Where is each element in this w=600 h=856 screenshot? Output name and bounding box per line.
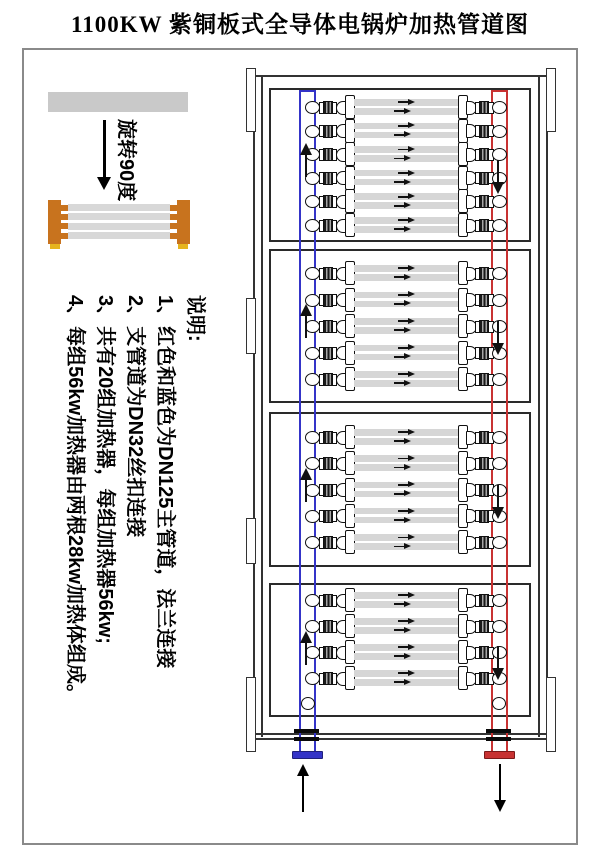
header-plate-left [345,213,355,237]
tube-flow-arrow-head-icon [408,644,415,650]
tube-flow-arrow-head-icon [408,217,415,223]
union-nut-right [492,195,507,208]
union-nut-left [305,267,320,280]
union-nut-left [305,536,320,549]
side-bracket-left-upper [246,298,256,354]
union-nut-right [492,101,507,114]
note-item-2: 2、支管道为DN32丝扣连接 [124,295,146,538]
note-item-1: 1、红色和蓝色为DN125主管道，法兰连接 [154,295,176,669]
union-nut-right [492,484,507,497]
pipe-clamp-band [486,729,511,733]
union-nut-right [492,320,507,333]
leg-bottom-right [546,677,556,752]
tube-flow-arrow-head-icon [408,455,415,461]
tube-flow-arrow-head-icon [404,679,411,685]
blue-pipe-flow-arrow-shaft [305,478,307,502]
blue-pipe-flow-arrow-head-icon [300,304,312,316]
union-nut-right [492,536,507,549]
red-pipe-flow-arrow-shaft [497,485,499,509]
red-pipe-flow-arrow-head-icon [492,343,504,355]
header-plate-left [345,189,355,213]
red-pipe-flow-arrow-shaft [497,321,499,345]
tube-flow-arrow-head-icon [408,344,415,350]
tube-flow-arrow-head-icon [404,327,411,333]
notes-heading: 说明: [184,295,206,342]
corner-post-top-left [246,68,256,132]
note-item-4: 4、每组56kw加热器由两根28kw加热体组成。 [64,295,86,704]
union-nut-left [305,125,320,138]
red-pipe-flow-arrow-head-icon [492,182,504,194]
union-nut-right [492,219,507,232]
red-pipe-flow-arrow-shaft [497,160,499,184]
union-nut-left [305,101,320,114]
header-plate-left [345,288,355,312]
drain-port-blue [301,697,315,710]
tube-flow-arrow-head-icon [404,601,411,607]
drawing-title: 1100KW 紫铜板式全导体电锅炉加热管道图 [71,12,529,37]
header-plate-left [345,166,355,190]
tube-flow-arrow-head-icon [408,146,415,152]
union-nut-right [492,594,507,607]
header-plate-left [345,588,355,612]
tube-flow-arrow-head-icon [404,155,411,161]
header-plate-left [345,451,355,475]
tube-flow-arrow-head-icon [408,481,415,487]
header-plate-left [345,478,355,502]
header-plate-left [345,640,355,664]
header-plate-left [345,314,355,338]
tube-flow-arrow-head-icon [404,653,411,659]
union-nut-right [492,620,507,633]
tube-flow-arrow-head-icon [404,226,411,232]
blue-pipe-flow-arrow-head-icon [300,468,312,480]
tube-flow-arrow-head-icon [404,353,411,359]
tube-flow-arrow-head-icon [404,464,411,470]
union-nut-left [305,594,320,607]
tube-flow-arrow-head-icon [404,543,411,549]
leg-bottom-left [246,677,256,752]
tube-flow-arrow-head-icon [408,508,415,514]
union-nut-right [492,148,507,161]
note-item-3: 3、共有20组加热器，每组加热器56kw; [94,295,116,644]
union-nut-left [305,219,320,232]
red-pipe-flow-arrow-shaft [497,646,499,670]
union-nut-right [492,431,507,444]
blue-pipe-flow-arrow-shaft [305,153,307,177]
cabinet-left-wall [253,75,263,737]
header-plate-left [345,614,355,638]
union-nut-right [492,125,507,138]
tube-flow-arrow-head-icon [408,122,415,128]
header-plate-left [345,530,355,554]
tube-flow-arrow-head-icon [404,438,411,444]
tube-flow-arrow-head-icon [404,274,411,280]
union-nut-left [305,672,320,685]
tube-flow-arrow-head-icon [404,517,411,523]
blue-pipe-flow-arrow-head-icon [300,143,312,155]
side-bracket-left-lower [246,518,256,564]
blue-pipe-flow-arrow-shaft [305,314,307,338]
union-nut-right [492,294,507,307]
tube-flow-arrow-head-icon [408,371,415,377]
pipe-clamp-band [294,737,319,741]
header-plate-left [345,142,355,166]
tube-flow-arrow-head-icon [408,429,415,435]
header-plate-left [345,95,355,119]
union-nut-left [305,373,320,386]
drain-port-red [492,697,506,710]
union-nut-left [305,431,320,444]
inlet-flange-blue [292,751,323,759]
tube-flow-arrow-head-icon [408,193,415,199]
cabinet-top-line [253,75,547,77]
tube-flow-arrow-head-icon [404,131,411,137]
union-nut-left [305,347,320,360]
union-nut-left [305,510,320,523]
rotation-label: 旋转90度 [115,119,137,202]
tube-flow-arrow-head-icon [408,534,415,540]
outlet-flange-red [484,751,515,759]
tube-flow-arrow-head-icon [404,108,411,114]
header-plate-left [345,504,355,528]
tube-flow-arrow-head-icon [404,490,411,496]
union-nut-right [492,646,507,659]
union-nut-right [492,267,507,280]
header-plate-left [345,119,355,143]
tube-flow-arrow-head-icon [408,291,415,297]
blue-pipe-flow-arrow-head-icon [300,631,312,643]
inlet-flow-arrow-shaft [302,774,304,812]
red-pipe-flow-arrow-head-icon [492,668,504,680]
union-nut-right [492,373,507,386]
header-plate-left [345,261,355,285]
header-plate-left [345,341,355,365]
tube-flow-arrow-head-icon [404,179,411,185]
header-plate-left [345,425,355,449]
tube-flow-arrow-head-icon [404,202,411,208]
inlet-flow-arrow-head-icon [297,764,309,776]
union-nut-right [492,457,507,470]
pipe-clamp-band [486,737,511,741]
red-pipe-flow-arrow-head-icon [492,507,504,519]
tube-flow-arrow-head-icon [404,300,411,306]
pipe-clamp-band [294,729,319,733]
header-plate-left [345,666,355,690]
tube-flow-arrow-head-icon [408,592,415,598]
blue-pipe-flow-arrow-shaft [305,641,307,665]
tube-flow-arrow-head-icon [408,170,415,176]
tube-flow-arrow-head-icon [408,318,415,324]
header-plate-left [345,367,355,391]
tube-flow-arrow-head-icon [404,627,411,633]
corner-post-top-right [546,68,556,132]
union-nut-left [305,195,320,208]
tube-flow-arrow-head-icon [408,670,415,676]
tube-flow-arrow-head-icon [408,618,415,624]
outlet-flow-arrow-head-icon [494,800,506,812]
cabinet-right-wall [538,75,548,737]
outlet-flow-arrow-shaft [499,764,501,802]
tube-flow-arrow-head-icon [404,380,411,386]
tube-flow-arrow-head-icon [408,99,415,105]
tube-flow-arrow-head-icon [408,265,415,271]
